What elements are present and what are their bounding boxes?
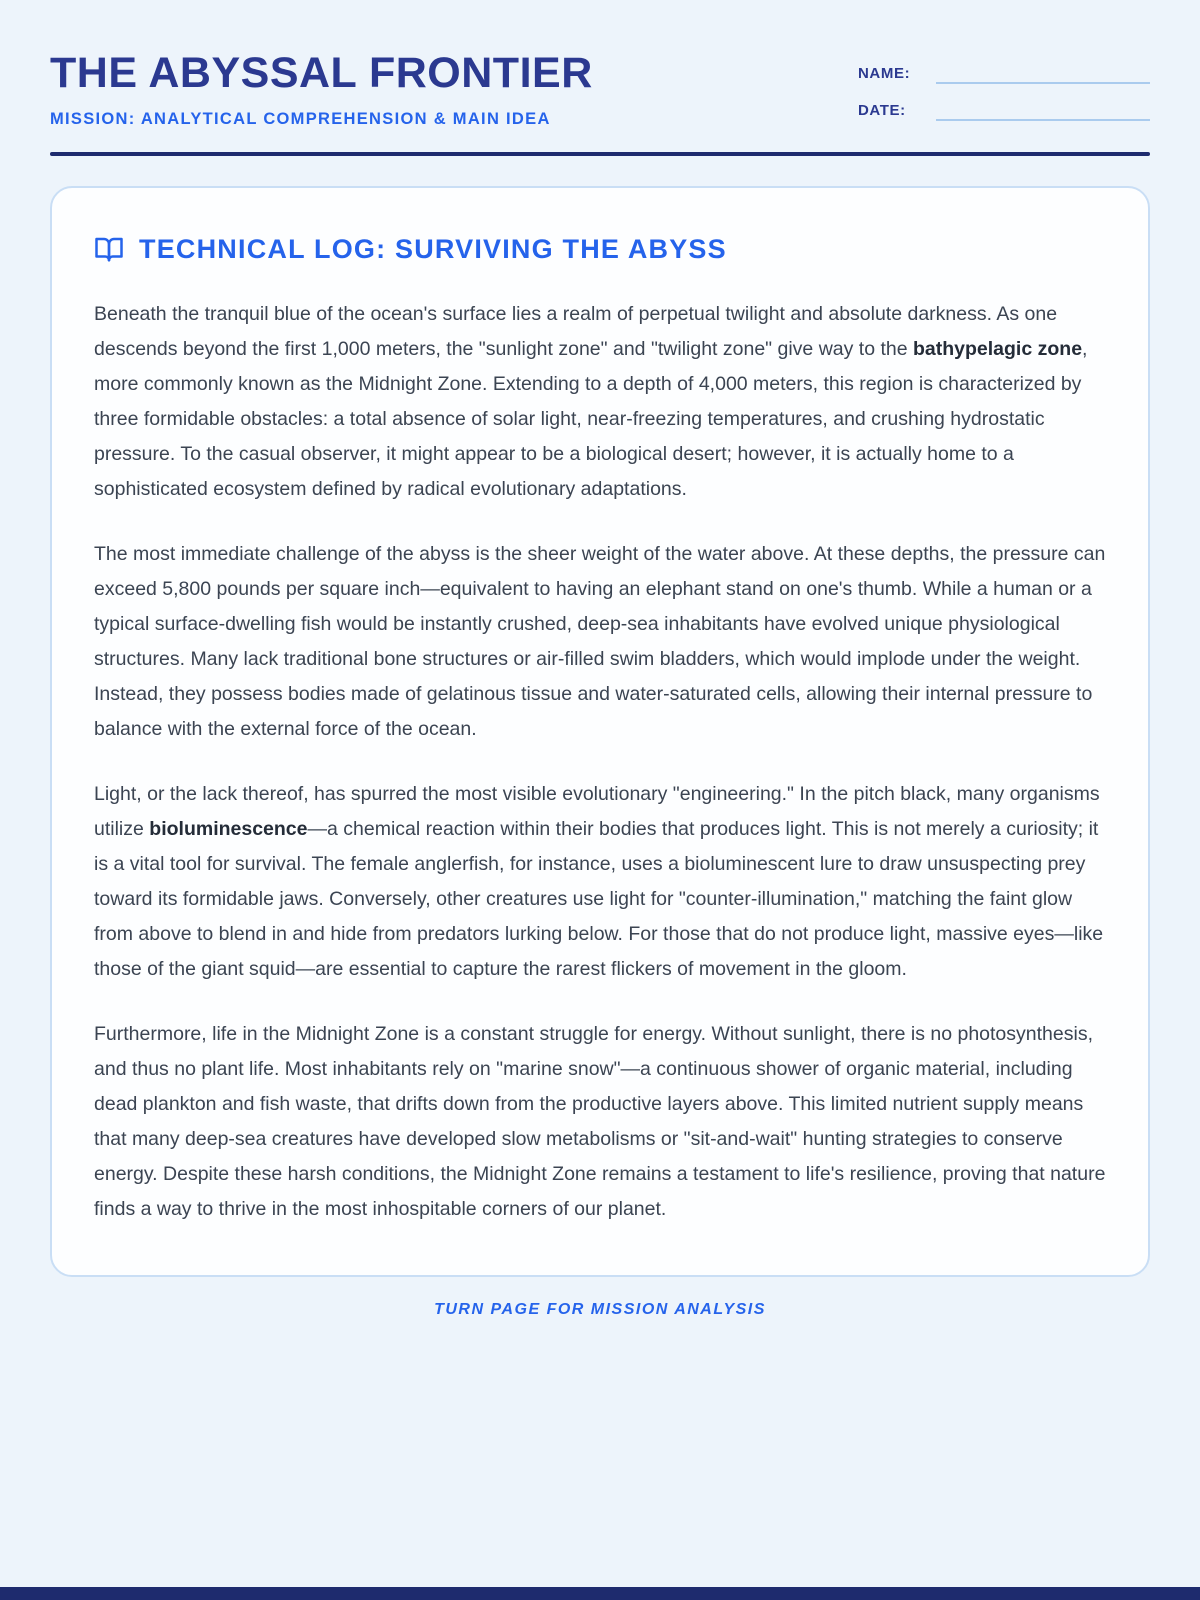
technical-log-card [50,186,1150,1277]
date-label: DATE: [858,102,906,119]
bold-term-bathypelagic-zone: bathypelagic zone [913,337,1083,360]
article-heading-text: TECHNICAL LOG: SURVIVING THE ABYSS [139,233,727,264]
paragraph-text: The most immediate challenge of the abyss is the sheer weight of the water above. At these depths, the pressure can exceed 5,800 pounds per square inch—equivalent to having an elephant stand on one's thumb. While a human or a typical surface-dwelling fish would be instantly crushed, deep-sea inhabitants have evolved unique physiological structures. Many lack traditional bone structures or air-filled swim bladders, which would implode under the weight. Instead, they possess bodies made of gelatinous tissue and water-saturated cells, allowing their internal pressure to balance with the external force of the ocean. [94,542,1106,740]
paragraph-text: Light, or the lack thereof, has spurred the most visible evolutionary "engineering." In the pitch black, many organisms utilize [94,782,1100,840]
header-title-block [50,50,593,129]
paragraph-text: Beneath the tranquil blue of the ocean's surface lies a realm of perpetual twilight and absolute darkness. As one descends beyond the first 1,000 meters, the "sunlight zone" and "twilight zone" give way to the [94,302,1058,360]
date-input-line[interactable] [936,101,1150,121]
book-open-icon [94,234,124,264]
page-title: THE ABYSSAL FRONTIER [50,49,593,97]
article-paragraph-1 [94,297,1106,507]
bottom-bar [0,1587,1200,1600]
paragraph-text: , more commonly known as the Midnight Zone. Extending to a depth of 4,000 meters, this region is characterized by three formidable obstacles: a total absence of solar light, near-freezing temperatures, and crushing hydrostatic pressure. To the casual observer, it might appear to be a biological desert; however, it is actually home to a sophisticated ecosystem defined by radical evolutionary adaptations. [94,337,1088,500]
student-info-block [858,50,1150,138]
header [50,50,1150,138]
article-heading [94,234,1106,265]
footer-note: TURN PAGE FOR MISSION ANALYSIS [434,1300,766,1318]
article-paragraph-4 [94,1017,1106,1227]
paragraph-text: Furthermore, life in the Midnight Zone is a constant struggle for energy. Without sunlight, there is no photosynthesis, and thus no plant life. Most inhabitants rely on "marine snow"—a continuous shower of organic material, including dead plankton and fish waste, that drifts down from the productive layers above. This limited nutrient supply means that many deep-sea creatures have developed slow metabolisms or "sit-and-wait" hunting strategies to conserve energy. Despite these harsh conditions, the Midnight Zone remains a testament to life's resilience, proving that nature finds a way to thrive in the most inhospitable corners of our planet. [94,1022,1106,1220]
article-paragraph-2 [94,537,1106,747]
header-divider [50,152,1150,156]
article-paragraph-3 [94,777,1106,987]
paragraph-text: —a chemical reaction within their bodies that produces light. This is not merely a curiosity; it is a vital tool for survival. The female anglerfish, for instance, uses a bioluminescent lure to draw unsuspecting prey toward its formidable jaws. Conversely, other creatures use light for "counter-illumination," matching the faint glow from above to blend in and hide from predators lurking below. For those that do not produce light, massive eyes—like those of the giant squid—are essential to capture the rarest flickers of movement in the gloom. [94,817,1104,980]
name-field-row [858,64,1150,84]
bold-term-bioluminescence: bioluminescence [149,817,308,840]
name-input-line[interactable] [936,64,1150,84]
date-field-row [858,101,1150,121]
name-label: NAME: [858,65,911,82]
mission-subtitle: MISSION: ANALYTICAL COMPREHENSION & MAIN IDEA [50,110,551,129]
